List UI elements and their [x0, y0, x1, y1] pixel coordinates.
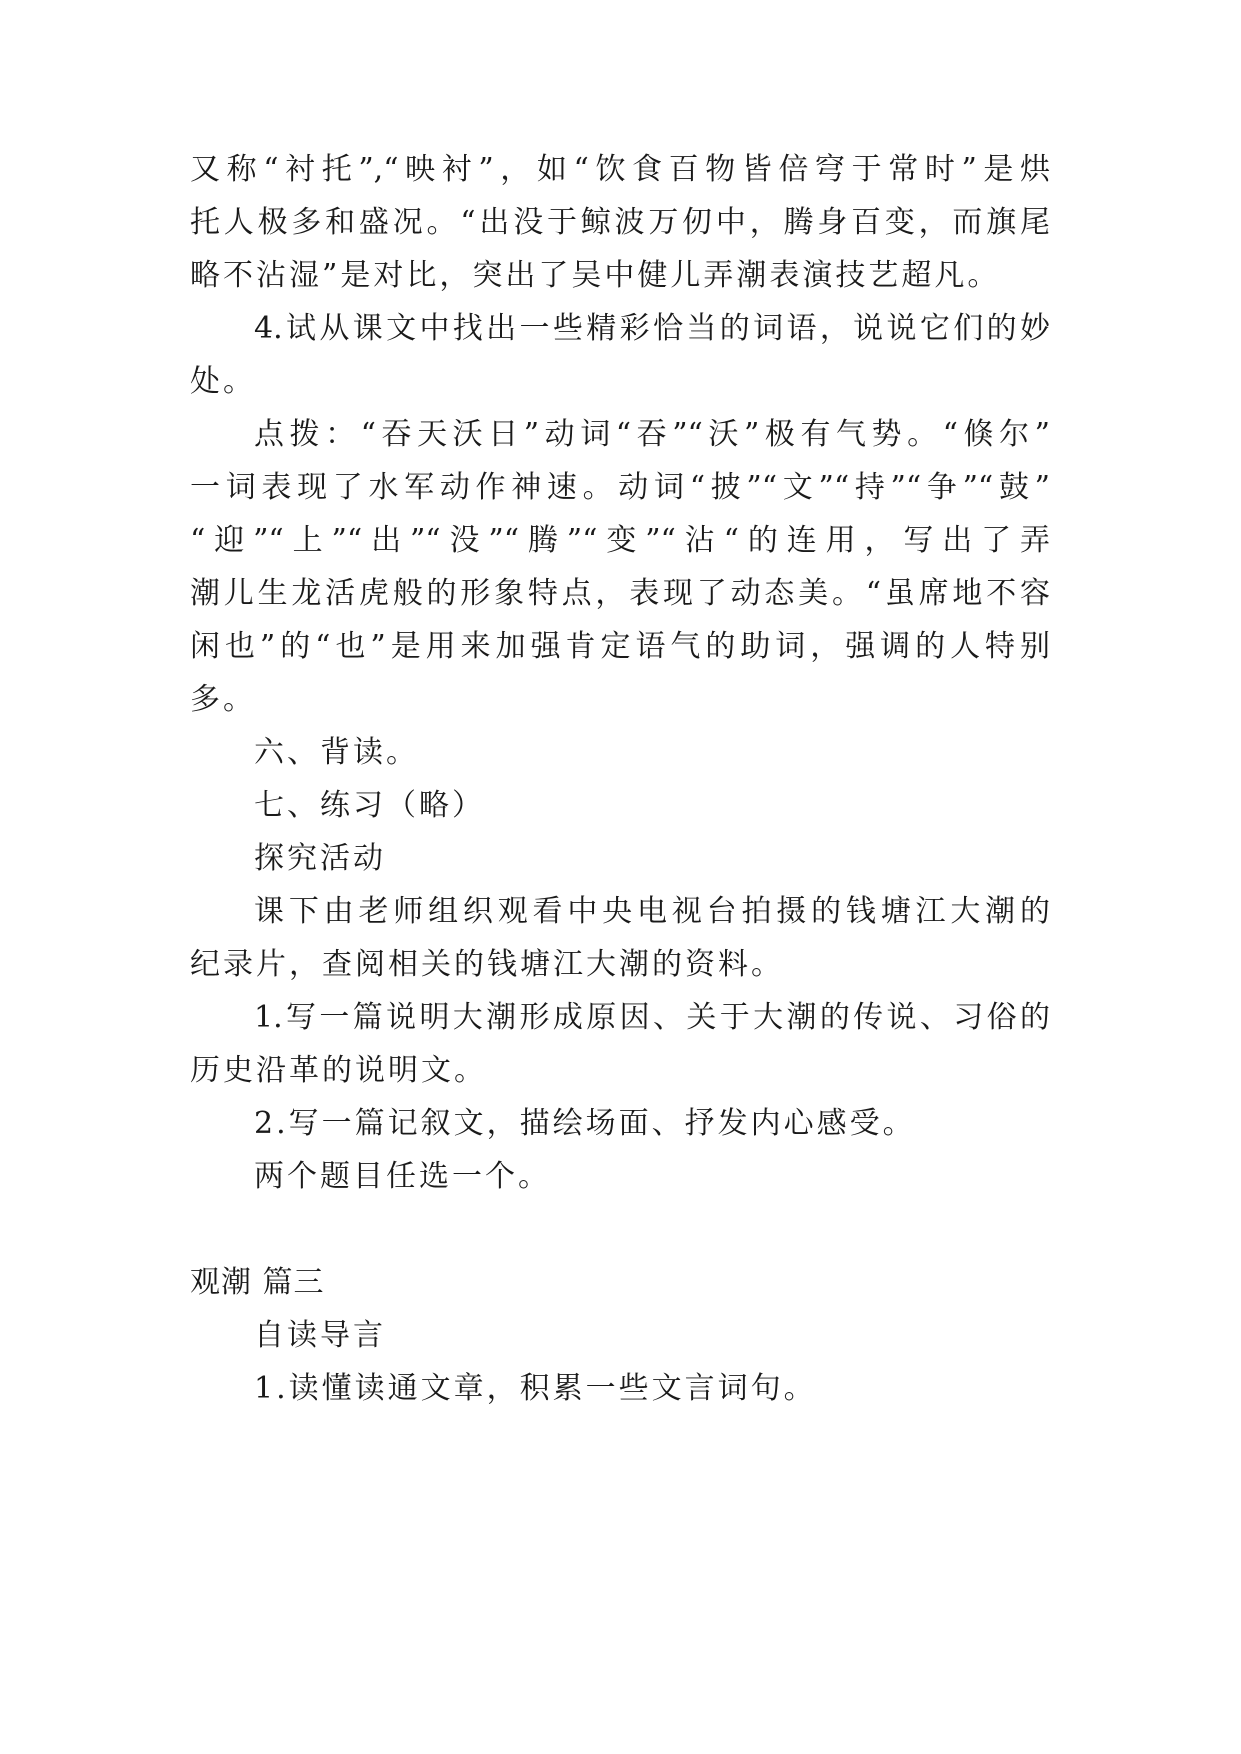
section-heading: 七、练习（略）	[254, 788, 485, 823]
paragraph-line: 又称“衬托”,“映衬”，如“饮食百物皆倍穹于常时”是烘	[190, 152, 1050, 187]
paragraph-line: 4.试从课文中找出一些精彩恰当的词语，说说它们的妙	[254, 311, 1050, 346]
paragraph-line: “迎”“上”“出”“没”“腾”“变”“沾“的连用，写出了弄	[190, 523, 1050, 558]
paragraph-line: 处。	[190, 364, 256, 399]
paragraph-line: 略不沾湿”是对比，突出了吴中健儿弄潮表演技艺超凡。	[190, 258, 1001, 293]
paragraph-line: 托人极多和盛况。“出没于鲸波万仞中，腾身百变，而旗尾	[190, 205, 1050, 240]
paragraph-line: 多。	[190, 682, 256, 717]
section-title: 观潮 篇三	[190, 1265, 325, 1300]
section-heading: 探究活动	[254, 841, 386, 876]
paragraph-line: 2.写一篇记叙文，描绘场面、抒发内心感受。	[254, 1106, 916, 1141]
paragraph-line: 一词表现了水军动作神速。动词“披”“文”“持”“争”“鼓”	[190, 470, 1050, 505]
paragraph-line: 潮儿生龙活虎般的形象特点，表现了动态美。“虽席地不容	[190, 576, 1050, 611]
paragraph-line: 课下由老师组织观看中央电视台拍摄的钱塘江大潮的	[254, 894, 1050, 929]
paragraph-line: 点拨：“吞天沃日”动词“吞”“沃”极有气势。“倏尔”	[254, 417, 1050, 452]
paragraph-line: 1.读懂读通文章，积累一些文言词句。	[254, 1371, 817, 1406]
paragraph-line: 1.写一篇说明大潮形成原因、关于大潮的传说、习俗的	[254, 1000, 1050, 1035]
paragraph-line: 两个题目任选一个。	[254, 1159, 551, 1194]
section-heading: 六、背读。	[254, 735, 419, 770]
section-heading: 自读导言	[254, 1318, 386, 1353]
paragraph-line: 闲也”的“也”是用来加强肯定语气的助词，强调的人特别	[190, 629, 1050, 664]
paragraph-line: 纪录片，查阅相关的钱塘江大潮的资料。	[190, 947, 784, 982]
paragraph-line: 历史沿革的说明文。	[190, 1053, 487, 1088]
